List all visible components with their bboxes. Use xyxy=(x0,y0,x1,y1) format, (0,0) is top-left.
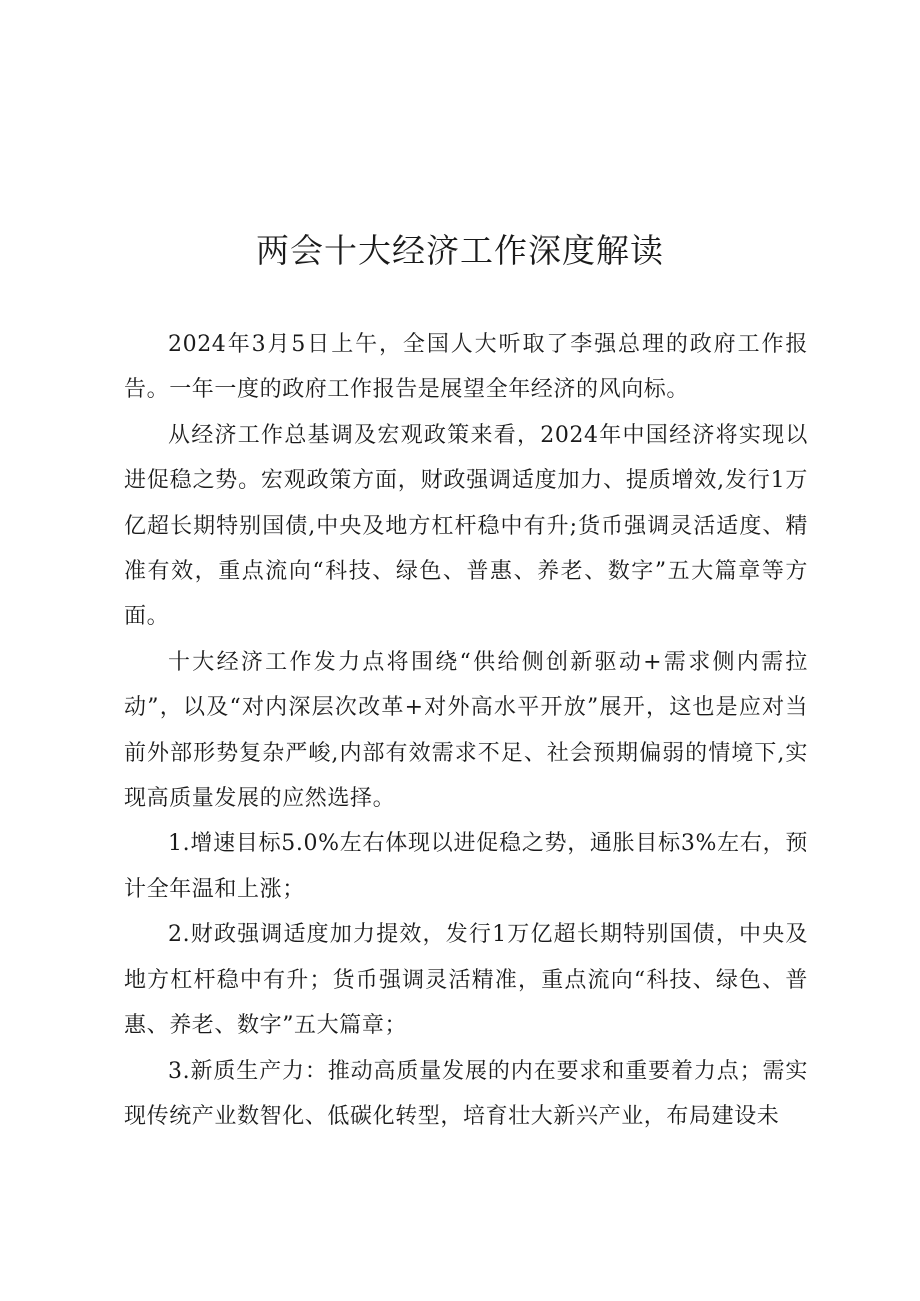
list-item-3: 3.新质生产力：推动高质量发展的内在要求和重要着力点；需实现传统产业数智化、低碳化转型，培育壮大新兴产业，布局建设未 xyxy=(124,1058,808,1129)
document-title: 两会十大经济工作深度解读 xyxy=(256,231,664,270)
paragraph-focus-points: 十大经济工作发力点将围绕“供给侧创新驱动+需求侧内需拉动”，以及“对内深层次改革+对外高水平开放”展开，这也是应对当前外部形势复杂严峻,内部有效需求不足、社会预期偏弱的情境下,实现高质量发展的应然选择。 xyxy=(124,649,808,812)
paragraph-macro-policy: 从经济工作总基调及宏观政策来看，2024年中国经济将实现以进促稳之势。宏观政策方面，财政强调适度加力、提质增效,发行1万亿超长期特别国债,中央及地方杠杆稳中有升;货币强调灵活适度、精准有效，重点流向“科技、绿色、普惠、养老、数字”五大篇章等方面。 xyxy=(124,422,808,630)
list-item-2: 2.财政强调适度加力提效，发行1万亿超长期特别国债，中央及地方杠杆稳中有升；货币强调灵活精准，重点流向“科技、绿色、普惠、养老、数字”五大篇章； xyxy=(124,922,808,1039)
list-item-1: 1.增速目标5.0%左右体现以进促稳之势，通胀目标3%左右，预计全年温和上涨； xyxy=(124,831,808,902)
document-body xyxy=(124,322,808,1139)
paragraph-intro: 2024年3月5日上午，全国人大听取了李强总理的政府工作报告。一年一度的政府工作报告是展望全年经济的风向标。 xyxy=(124,332,808,403)
